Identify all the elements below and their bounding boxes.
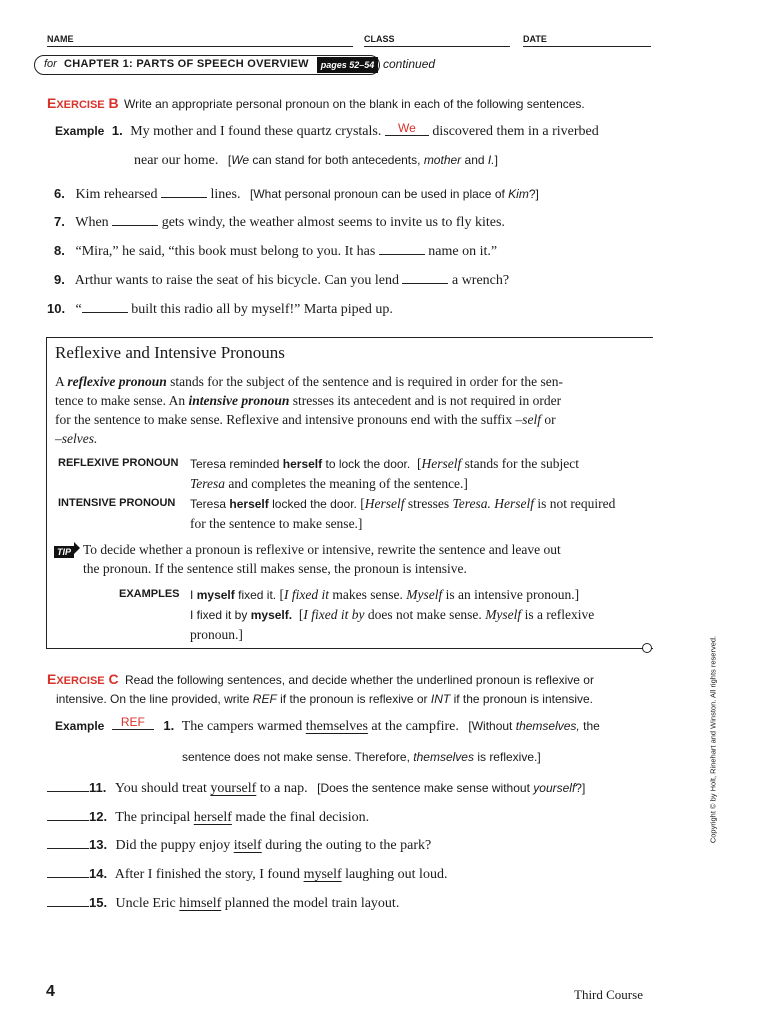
answer-blank-14[interactable] [47,876,89,878]
examples-text: I myself fixed it. [I fixed it makes sense. Myself is an intensive pronoun.] I fixed it by myself. [I fixed it by does not make sense. Myself is a reflexive pronoun.] [190,587,595,642]
answer-blank-12[interactable] [47,819,89,821]
date-line[interactable] [523,46,651,47]
name-label: NAME [47,34,74,44]
chapter-title: CHAPTER 1: PARTS OF SPEECH OVERVIEW [64,58,309,70]
exercise-c-instruction-2: intensive. On the line provided, write REF if the pronoun is reflexive or INT if the pronoun is intensive. [56,692,593,706]
class-label: CLASS [364,34,395,44]
exercise-c-item-12: 12. The principal herself made the final decision. [47,809,369,826]
exercise-b-example: Example 1. My mother and I found these quartz crystals. We discovered them in a riverbed [55,121,599,139]
exercise-c-item-14: 14. After I finished the story, I found myself laughing out loud. [47,866,447,883]
box-corner-dot [642,643,652,653]
exercise-b-example-line2: near our home. [We can stand for both antecedents, mother and I.] [134,153,498,168]
reflexive-example: Teresa reminded herself to lock the door. [Herself stands for the subject Teresa and completes the meaning of the sentence.] [190,456,579,491]
box-paragraph: A reflexive pronoun stands for the subject of the sentence and is required in order for the sen- tence to make sense. An intensive pronoun stresses its antecedent and is not required in order for the sentence to make sense. Reflexive and intensive pronouns end with the suffix –self or –selves. [55,374,564,446]
answer-blank-15[interactable] [47,905,89,907]
tip-icon: TIP [54,542,80,560]
exercise-b-item-9: 9. Arthur wants to raise the seat of his bicycle. Can you lend a wrench? [54,272,510,288]
box-title: Reflexive and Intensive Pronouns [55,343,285,362]
answer-blank-8[interactable] [379,253,425,255]
exercise-b-item-10: 10. “ built this radio all by myself!” Marta piped up. [47,301,393,317]
name-line[interactable] [47,46,353,47]
answer-blank-11[interactable] [47,790,89,792]
exercise-c-instruction-1: Read the following sentences, and decide whether the underlined pronoun is reflexive or [125,673,594,687]
exercise-c-item-15: 15. Uncle Eric himself planned the model train layout. [47,895,399,912]
copyright-notice: Copyright © by Holt, Rinehart and Winston. All rights reserved. [708,635,718,844]
exercise-c-title: EXERCISE C [47,671,119,687]
example-b-answer: We [385,121,429,136]
chapter-banner [34,55,380,75]
intensive-label: INTENSIVE PRONOUN [58,497,176,509]
answer-blank-13[interactable] [47,847,89,849]
pages-badge: pages 52–54 [317,57,378,73]
for-text: for [44,58,57,70]
date-label: DATE [523,34,547,44]
answer-blank-6[interactable] [161,196,207,198]
exercise-c-item-13: 13. Did the puppy enjoy itself during the outing to the park? [47,837,431,854]
examples-label: EXAMPLES [119,588,180,600]
course-name: Third Course [574,987,643,1002]
exercise-b-instruction: Write an appropriate personal pronoun on the blank in each of the following sentences. [124,97,585,111]
exercise-b-item-7: 7. When gets windy, the weather almost seems to invite us to fly kites. [54,214,505,230]
answer-blank-7[interactable] [112,224,158,226]
page-number: 4 [46,983,55,1000]
answer-blank-9[interactable] [402,282,448,284]
class-line[interactable] [364,46,510,47]
tip-text: To decide whether a pronoun is reflexive or intensive, rewrite the sentence and leave out the pronoun. If the sentence still makes sense, the pronoun is intensive. [83,542,561,576]
exercise-c-item-11: 11. You should treat yourself to a nap. [Does the sentence make sense without yourself?] [47,780,585,797]
reflexive-label: REFLEXIVE PRONOUN [58,457,179,469]
exercise-b-title: EXERCISE B [47,95,119,111]
exercise-c-example-line2: sentence does not make sense. Therefore, themselves is reflexive.] [182,750,541,764]
exercise-c-example: Example REF 1. The campers warmed themselves at the campfire. [Without themselves, the [55,715,600,734]
exercise-b-item-8: 8. “Mira,” he said, “this book must belong to you. It has name on it.” [54,243,498,259]
exercise-b-item-6: 6. Kim rehearsed lines. [What personal pronoun can be used in place of Kim?] [54,186,539,202]
answer-blank-10[interactable] [82,311,128,313]
intensive-example: Teresa herself locked the door. [Herself stresses Teresa. Herself is not required for the sentence to make sense.] [190,496,616,531]
continued-text: continued [383,57,436,71]
example-c-answer: REF [112,715,154,730]
